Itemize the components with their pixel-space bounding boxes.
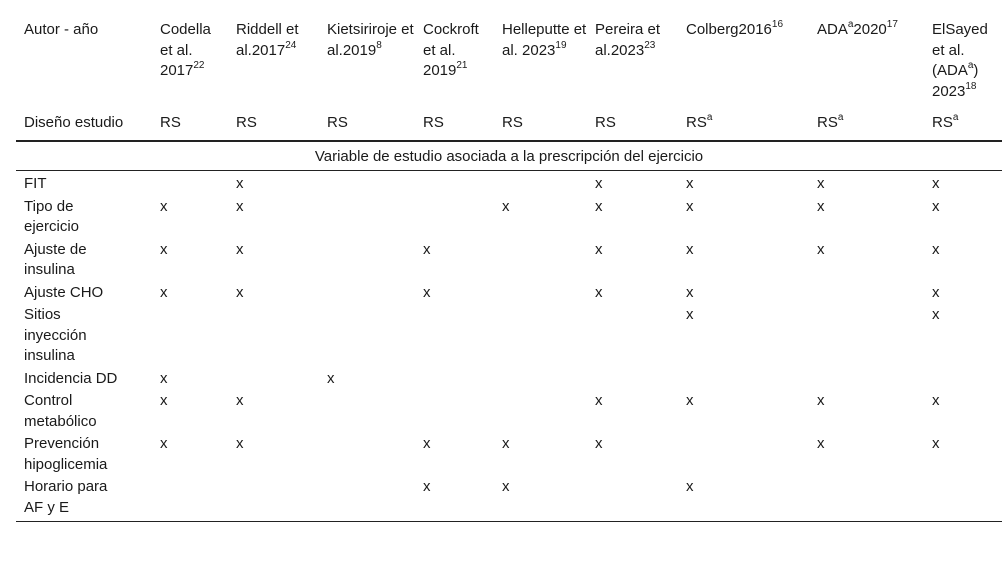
header-author: Helleputte et al. 2023$^{19}$ [502,21,587,59]
table-cell: x [932,197,940,215]
design-cell: RS [228,108,319,141]
table-cell [319,171,415,196]
table-cell: x [502,435,510,452]
table-cell: x [236,175,244,192]
table-cell [587,368,678,391]
header-author: ElSayed et al. (ADA$^a$) 2023$^{18}$ [932,21,988,100]
table-row [16,476,1002,522]
table-cell: x [236,283,244,301]
table-row [16,304,1002,368]
row-label: Control metabólico [24,392,97,430]
table-cell: x [595,283,603,301]
table-cell: x [932,306,940,323]
table-cell: x [415,476,494,522]
table-cell [678,433,809,476]
table-cell: x [160,240,168,258]
design-cell: RS [587,108,678,141]
table-cell [415,196,494,239]
table-cell [319,196,415,239]
row-label: Incidencia DD [24,369,118,387]
table-cell: x [686,197,694,215]
table-row [16,368,1002,391]
table-cell [319,239,415,282]
table-cell: x [327,369,335,387]
table-cell [152,171,228,196]
table-cell [228,476,319,522]
table-cell: x [502,197,510,215]
header-author: Colberg2016$^{16}$ [686,19,784,38]
design-cell: RS [319,108,415,141]
table-cell: x [932,392,940,409]
table-cell [228,368,319,391]
table-row [16,433,1002,476]
table-cell: x [160,435,168,452]
table-cell [494,390,587,433]
row-label: Horario para AF y E [16,476,152,522]
header-author: Cockroft et al. 2019$^{21}$ [423,21,479,79]
table-cell: x [817,392,825,409]
table-cell: x [423,435,431,452]
table-cell [319,304,415,368]
table-cell [494,171,587,196]
table-cell: x [423,283,431,301]
table-cell: x [595,197,603,215]
row-label: FIT [24,175,47,192]
table-cell: x [160,197,168,215]
table-cell: x [686,392,694,409]
table-cell: x [686,175,694,192]
table-cell [494,368,587,391]
table-cell: x [160,369,168,387]
table-cell: x [686,240,694,258]
design-cell: $RS^a$ [809,108,924,141]
table-cell [587,304,678,368]
table-cell: x [686,306,694,323]
design-cell: RS [415,108,494,141]
data-rows [16,171,1002,522]
section-row [16,141,1002,171]
table-cell [809,476,924,522]
table-row [16,390,1002,433]
header-author: Codella et al. 2017$^{22}$ [160,21,211,79]
table-cell: x [236,240,244,258]
table-row [16,239,1002,282]
header-author: Riddell et al.2017$^{24}$ [236,21,299,59]
table-cell [494,282,587,305]
section-title: Variable de estudio asociada a la prescripción del ejercicio [16,141,1002,171]
header-first-col: Autor - año [24,21,99,38]
table-cell: x [160,392,168,409]
row-label: Prevención hipoglicemia [24,435,108,473]
table-cell [415,368,494,391]
table-cell [809,304,924,368]
table-cell: x [236,392,244,409]
design-cell: $RS^a$ [924,108,1002,141]
table-cell [415,390,494,433]
table-cell: x [817,240,825,258]
table-cell: x [932,240,940,258]
table-cell [319,390,415,433]
design-cell: $RS^a$ [678,108,809,141]
header-row [16,14,1002,108]
table-row [16,171,1002,196]
table-cell: x [932,283,940,301]
table-cell: x [236,435,244,452]
table-cell: x [595,240,603,258]
table-cell: x [817,197,825,215]
table-cell: x [595,392,603,409]
table-row [16,282,1002,305]
header-author: ADA$^a$2020$^{17}$ [817,19,898,38]
table-cell: x [932,175,940,192]
header-author: Kietsiriroje et al.2019$^8$ [327,21,414,59]
row-label: Ajuste de insulina [24,240,87,278]
table-row [16,196,1002,239]
design-cell: RS [152,108,228,141]
row-label: Tipo de ejercicio [24,197,80,235]
header-author: Pereira et al.2023$^{23}$ [595,21,661,59]
table-cell [152,476,228,522]
table-cell [678,368,809,391]
table-cell: x [236,197,244,215]
table-cell: x [494,476,587,522]
table-cell [494,239,587,282]
table-cell [924,368,1002,391]
table-cell: x [160,283,168,301]
table-cell [152,304,228,368]
table-cell [319,476,415,522]
table-cell: x [595,435,603,452]
row-label: Sitios inyección insulina [24,306,87,364]
table-cell [809,368,924,391]
table-cell [924,476,1002,522]
table-cell [228,304,319,368]
table-cell [809,282,924,305]
table-cell [494,304,587,368]
table-cell [587,476,678,522]
table-cell: x [686,283,694,301]
table-cell: x [678,476,809,522]
design-cell: RS [494,108,587,141]
table-cell: x [595,175,603,192]
table-cell: x [423,240,431,258]
design-label: Diseño estudio [16,108,152,141]
table-cell [319,282,415,305]
table-cell: x [932,435,940,452]
table-cell [415,304,494,368]
table-cell [319,433,415,476]
table-cell: x [817,435,825,452]
design-row [16,108,1002,141]
table-cell: x [817,175,825,192]
study-table [16,14,1002,522]
row-label: Ajuste CHO [24,283,104,301]
table-cell [415,171,494,196]
